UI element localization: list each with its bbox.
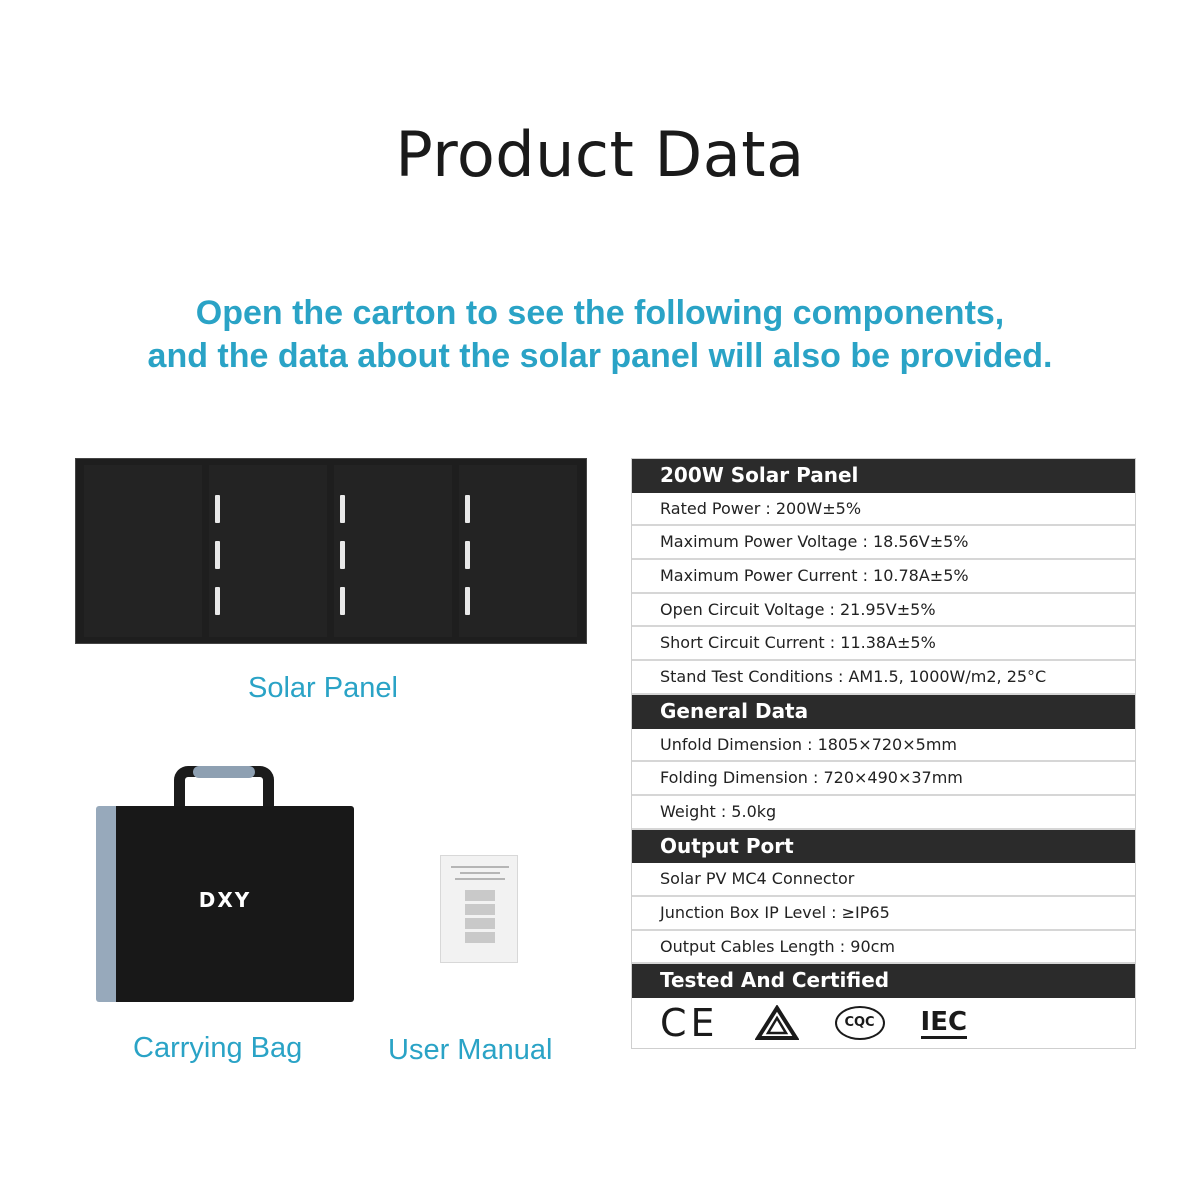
manual-figure bbox=[465, 918, 495, 929]
subtitle-line-1: Open the carton to see the following components, bbox=[195, 294, 1005, 332]
user-manual-image bbox=[440, 855, 518, 963]
panel-segment bbox=[209, 465, 327, 637]
panel-hinge-strip bbox=[215, 541, 220, 569]
ce-mark-icon: CE bbox=[660, 1001, 719, 1045]
spec-header-output: Output Port bbox=[632, 830, 1135, 864]
spec-connector: Solar PV MC4 Connector bbox=[632, 863, 1135, 897]
panel-hinge-strip bbox=[215, 495, 220, 523]
bag-logo: DXY bbox=[198, 888, 252, 912]
manual-figure bbox=[465, 904, 495, 915]
panel-segment bbox=[459, 465, 577, 637]
page-title: Product Data bbox=[395, 118, 805, 191]
spec-weight: Weight : 5.0kg bbox=[632, 796, 1135, 830]
solar-panel-caption: Solar Panel bbox=[248, 672, 398, 704]
panel-hinge-strip bbox=[215, 587, 220, 615]
panel-segment bbox=[84, 465, 202, 637]
spec-max-power-current: Maximum Power Current : 10.78A±5% bbox=[632, 560, 1135, 594]
panel-hinge-strip bbox=[340, 587, 345, 615]
panel-hinge-strip bbox=[465, 541, 470, 569]
panel-hinge-strip bbox=[465, 587, 470, 615]
spec-stand-test-conditions: Stand Test Conditions : AM1.5, 1000W/m2, 25°C bbox=[632, 661, 1135, 695]
spec-open-circuit-voltage: Open Circuit Voltage : 21.95V±5% bbox=[632, 594, 1135, 628]
carrying-bag-caption: Carrying Bag bbox=[133, 1032, 303, 1064]
cqc-cert-icon: CQC bbox=[835, 1006, 885, 1040]
spec-junction-box: Junction Box IP Level : ≥IP65 bbox=[632, 897, 1135, 931]
solar-panel-image bbox=[75, 458, 587, 644]
manual-text-line bbox=[455, 878, 505, 880]
manual-figure bbox=[465, 932, 495, 943]
panel-hinge-strip bbox=[465, 495, 470, 523]
panel-hinge-strip bbox=[340, 495, 345, 523]
spec-header-general: General Data bbox=[632, 695, 1135, 729]
spec-header-tested: Tested And Certified bbox=[632, 964, 1135, 998]
spec-rated-power: Rated Power : 200W±5% bbox=[632, 493, 1135, 527]
subtitle bbox=[0, 292, 1200, 378]
subtitle-line-2: and the data about the solar panel will also be provided. bbox=[147, 337, 1053, 375]
manual-figure bbox=[465, 890, 495, 901]
spec-unfold-dimension: Unfold Dimension : 1805×720×5mm bbox=[632, 729, 1135, 763]
spec-cable-length: Output Cables Length : 90cm bbox=[632, 931, 1135, 965]
manual-text-line bbox=[460, 872, 500, 874]
panel-hinge-strip bbox=[340, 541, 345, 569]
panel-segment bbox=[334, 465, 452, 637]
iec-cert-icon: IEC bbox=[920, 1006, 968, 1037]
user-manual-caption: User Manual bbox=[388, 1034, 553, 1066]
certification-logos bbox=[632, 998, 1135, 1048]
spec-header-solar: 200W Solar Panel bbox=[632, 459, 1135, 493]
spec-table bbox=[631, 458, 1136, 1049]
spec-folding-dimension: Folding Dimension : 720×490×37mm bbox=[632, 762, 1135, 796]
spec-short-circuit-current: Short Circuit Current : 11.38A±5% bbox=[632, 627, 1135, 661]
manual-text-line bbox=[451, 866, 509, 868]
triangle-cert-icon bbox=[755, 1005, 799, 1041]
spec-max-power-voltage: Maximum Power Voltage : 18.56V±5% bbox=[632, 526, 1135, 560]
bag-handle-grip bbox=[193, 766, 255, 778]
